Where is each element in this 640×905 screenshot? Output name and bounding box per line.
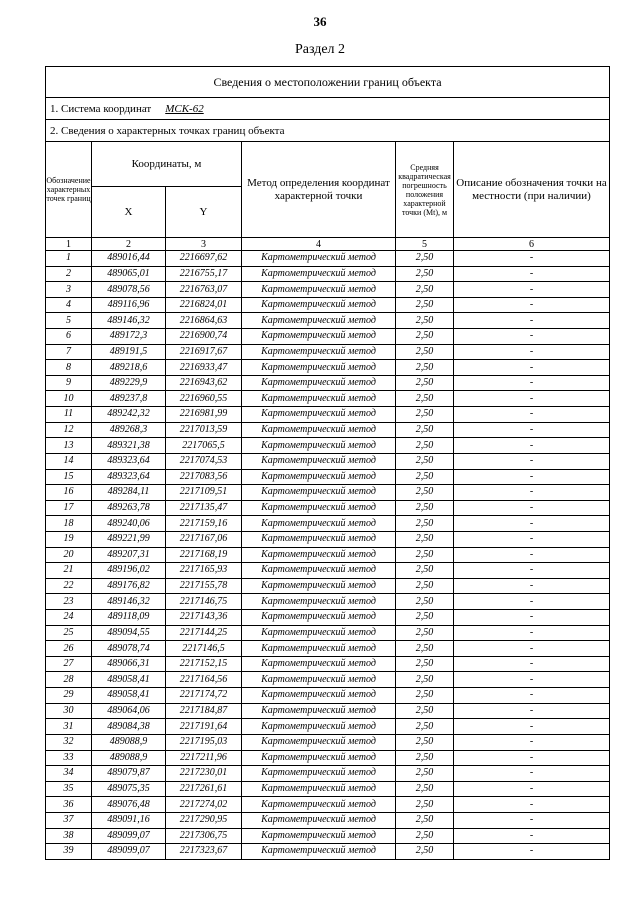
header-x: X: [92, 187, 166, 238]
description-cell: -: [454, 812, 610, 828]
point-number-cell: 35: [46, 781, 92, 797]
table-row: [46, 297, 610, 313]
coord-y-cell: 2216864,63: [166, 313, 242, 329]
coord-x-cell: 489058,41: [92, 688, 166, 704]
table-row: [46, 407, 610, 423]
table-row: [46, 531, 610, 547]
point-number-cell: 34: [46, 766, 92, 782]
coord-x-cell: 489284,11: [92, 485, 166, 501]
accuracy-cell: 2,50: [396, 251, 454, 267]
table-row: [46, 672, 610, 688]
point-number-cell: 14: [46, 453, 92, 469]
coord-y-cell: 2217144,25: [166, 625, 242, 641]
coord-y-cell: 2217274,02: [166, 797, 242, 813]
description-cell: -: [454, 734, 610, 750]
method-cell: Картометрический метод: [242, 625, 396, 641]
table-row: [46, 344, 610, 360]
coord-x-cell: 489075,35: [92, 781, 166, 797]
coord-x-cell: 489242,32: [92, 407, 166, 423]
method-cell: Картометрический метод: [242, 734, 396, 750]
coord-x-cell: 489088,9: [92, 750, 166, 766]
table-banner: Сведения о местоположении границ объекта: [46, 67, 610, 98]
method-cell: Картометрический метод: [242, 594, 396, 610]
coord-y-cell: 2217065,5: [166, 438, 242, 454]
method-cell: Картометрический метод: [242, 375, 396, 391]
column-number: 3: [166, 238, 242, 251]
method-cell: Картометрический метод: [242, 610, 396, 626]
coord-x-cell: 489091,16: [92, 812, 166, 828]
point-number-cell: 36: [46, 797, 92, 813]
coord-y-cell: 2216697,62: [166, 251, 242, 267]
coord-system-value: МСК-62: [165, 102, 204, 115]
accuracy-cell: 2,50: [396, 297, 454, 313]
accuracy-cell: 2,50: [396, 531, 454, 547]
description-cell: -: [454, 610, 610, 626]
coord-x-cell: 489146,32: [92, 313, 166, 329]
accuracy-cell: 2,50: [396, 266, 454, 282]
column-numbers-row: [46, 238, 610, 251]
method-cell: Картометрический метод: [242, 578, 396, 594]
table-row: [46, 313, 610, 329]
method-cell: Картометрический метод: [242, 282, 396, 298]
point-number-cell: 9: [46, 375, 92, 391]
accuracy-cell: 2,50: [396, 750, 454, 766]
accuracy-cell: 2,50: [396, 719, 454, 735]
coord-x-cell: 489084,38: [92, 719, 166, 735]
coord-y-cell: 2217184,87: [166, 703, 242, 719]
coord-x-cell: 489196,02: [92, 563, 166, 579]
table-row: [46, 266, 610, 282]
point-number-cell: 29: [46, 688, 92, 704]
point-number-cell: 3: [46, 282, 92, 298]
method-cell: Картометрический метод: [242, 781, 396, 797]
method-cell: Картометрический метод: [242, 360, 396, 376]
coord-y-cell: 2216917,67: [166, 344, 242, 360]
description-cell: -: [454, 391, 610, 407]
table-row: [46, 500, 610, 516]
method-cell: Картометрический метод: [242, 844, 396, 860]
coord-y-cell: 2217146,5: [166, 641, 242, 657]
coord-x-cell: 489066,31: [92, 656, 166, 672]
description-cell: -: [454, 719, 610, 735]
description-cell: -: [454, 797, 610, 813]
accuracy-cell: 2,50: [396, 547, 454, 563]
coord-x-cell: 489094,55: [92, 625, 166, 641]
header-coords: Координаты, м: [92, 142, 242, 187]
table-row: [46, 422, 610, 438]
description-cell: -: [454, 703, 610, 719]
method-cell: Картометрический метод: [242, 453, 396, 469]
point-number-cell: 28: [46, 672, 92, 688]
point-number-cell: 32: [46, 734, 92, 750]
coord-y-cell: 2217323,67: [166, 844, 242, 860]
description-cell: -: [454, 828, 610, 844]
coord-y-cell: 2217195,03: [166, 734, 242, 750]
column-number: 5: [396, 238, 454, 251]
description-cell: -: [454, 688, 610, 704]
description-cell: -: [454, 422, 610, 438]
accuracy-cell: 2,50: [396, 610, 454, 626]
table-row: [46, 812, 610, 828]
point-number-cell: 22: [46, 578, 92, 594]
point-number-cell: 15: [46, 469, 92, 485]
coord-y-cell: 2217165,93: [166, 563, 242, 579]
coord-x-cell: 489323,64: [92, 469, 166, 485]
accuracy-cell: 2,50: [396, 781, 454, 797]
coord-system-row: [46, 98, 610, 120]
description-cell: -: [454, 516, 610, 532]
method-cell: Картометрический метод: [242, 672, 396, 688]
header-y: Y: [166, 187, 242, 238]
accuracy-cell: 2,50: [396, 282, 454, 298]
coord-y-cell: 2217167,06: [166, 531, 242, 547]
method-cell: Картометрический метод: [242, 469, 396, 485]
accuracy-cell: 2,50: [396, 469, 454, 485]
coord-y-cell: 2216824,01: [166, 297, 242, 313]
point-number-cell: 17: [46, 500, 92, 516]
table-row: [46, 719, 610, 735]
description-cell: -: [454, 266, 610, 282]
table-row: [46, 251, 610, 267]
table-row: [46, 360, 610, 376]
accuracy-cell: 2,50: [396, 438, 454, 454]
point-number-cell: 19: [46, 531, 92, 547]
table-row: [46, 391, 610, 407]
description-cell: -: [454, 563, 610, 579]
coord-x-cell: 489064,06: [92, 703, 166, 719]
accuracy-cell: 2,50: [396, 391, 454, 407]
coord-y-cell: 2217211,96: [166, 750, 242, 766]
coord-y-cell: 2217168,19: [166, 547, 242, 563]
coord-x-cell: 489263,78: [92, 500, 166, 516]
point-number-cell: 13: [46, 438, 92, 454]
coord-x-cell: 489116,96: [92, 297, 166, 313]
coord-y-cell: 2216933,47: [166, 360, 242, 376]
accuracy-cell: 2,50: [396, 656, 454, 672]
coord-y-cell: 2217230,01: [166, 766, 242, 782]
table-row: [46, 469, 610, 485]
description-cell: -: [454, 625, 610, 641]
method-cell: Картометрический метод: [242, 641, 396, 657]
coord-x-cell: 489237,8: [92, 391, 166, 407]
description-cell: -: [454, 329, 610, 345]
accuracy-cell: 2,50: [396, 329, 454, 345]
point-number-cell: 20: [46, 547, 92, 563]
coord-y-cell: 2217013,59: [166, 422, 242, 438]
table-row: [46, 547, 610, 563]
coord-x-cell: 489323,64: [92, 453, 166, 469]
table-row: [46, 329, 610, 345]
point-number-cell: 37: [46, 812, 92, 828]
accuracy-cell: 2,50: [396, 360, 454, 376]
coord-x-cell: 489176,82: [92, 578, 166, 594]
method-cell: Картометрический метод: [242, 750, 396, 766]
point-number-cell: 12: [46, 422, 92, 438]
coord-x-cell: 489218,6: [92, 360, 166, 376]
coord-x-cell: 489240,06: [92, 516, 166, 532]
coord-y-cell: 2217191,64: [166, 719, 242, 735]
coord-y-cell: 2217159,16: [166, 516, 242, 532]
accuracy-cell: 2,50: [396, 563, 454, 579]
accuracy-cell: 2,50: [396, 766, 454, 782]
point-number-cell: 4: [46, 297, 92, 313]
coord-y-cell: 2217146,75: [166, 594, 242, 610]
method-cell: Картометрический метод: [242, 313, 396, 329]
table-row: [46, 781, 610, 797]
table-row: [46, 688, 610, 704]
method-cell: Картометрический метод: [242, 500, 396, 516]
table-row: [46, 750, 610, 766]
accuracy-cell: 2,50: [396, 313, 454, 329]
table-row: [46, 828, 610, 844]
coord-system-label: 1. Система координат: [50, 102, 152, 115]
points-heading: 2. Сведения о характерных точках границ объекта: [46, 120, 610, 142]
coord-y-cell: 2216943,62: [166, 375, 242, 391]
accuracy-cell: 2,50: [396, 485, 454, 501]
accuracy-cell: 2,50: [396, 422, 454, 438]
point-number-cell: 25: [46, 625, 92, 641]
description-cell: -: [454, 656, 610, 672]
coord-y-cell: 2216763,07: [166, 282, 242, 298]
point-number-cell: 8: [46, 360, 92, 376]
header-point: Обозначение характерных точек границ: [46, 142, 92, 238]
table-row: [46, 610, 610, 626]
point-number-cell: 18: [46, 516, 92, 532]
method-cell: Картометрический метод: [242, 329, 396, 345]
method-cell: Картометрический метод: [242, 766, 396, 782]
accuracy-cell: 2,50: [396, 812, 454, 828]
point-number-cell: 7: [46, 344, 92, 360]
method-cell: Картометрический метод: [242, 297, 396, 313]
point-number-cell: 24: [46, 610, 92, 626]
method-cell: Картометрический метод: [242, 422, 396, 438]
coord-y-cell: 2217155,78: [166, 578, 242, 594]
table-row: [46, 594, 610, 610]
accuracy-cell: 2,50: [396, 688, 454, 704]
coord-x-cell: 489207,31: [92, 547, 166, 563]
coord-x-cell: 489058,41: [92, 672, 166, 688]
accuracy-cell: 2,50: [396, 844, 454, 860]
table-row: [46, 516, 610, 532]
description-cell: -: [454, 578, 610, 594]
description-cell: -: [454, 360, 610, 376]
description-cell: -: [454, 641, 610, 657]
method-cell: Картометрический метод: [242, 688, 396, 704]
coord-x-cell: 489221,99: [92, 531, 166, 547]
coord-x-cell: 489079,87: [92, 766, 166, 782]
point-number-cell: 30: [46, 703, 92, 719]
coord-y-cell: 2217074,53: [166, 453, 242, 469]
boundary-points-table: [45, 66, 610, 860]
coord-x-cell: 489146,32: [92, 594, 166, 610]
description-cell: -: [454, 438, 610, 454]
column-number: 1: [46, 238, 92, 251]
coord-y-cell: 2216960,55: [166, 391, 242, 407]
coord-x-cell: 489016,44: [92, 251, 166, 267]
point-number-cell: 21: [46, 563, 92, 579]
description-cell: -: [454, 766, 610, 782]
point-number-cell: 33: [46, 750, 92, 766]
point-number-cell: 11: [46, 407, 92, 423]
column-number: 6: [454, 238, 610, 251]
page-number: 36: [313, 14, 327, 29]
coord-x-cell: 489099,07: [92, 828, 166, 844]
description-cell: -: [454, 344, 610, 360]
accuracy-cell: 2,50: [396, 625, 454, 641]
description-cell: -: [454, 469, 610, 485]
description-cell: -: [454, 313, 610, 329]
description-cell: -: [454, 453, 610, 469]
method-cell: Картометрический метод: [242, 719, 396, 735]
table-row: [46, 375, 610, 391]
method-cell: Картометрический метод: [242, 547, 396, 563]
table-row: [46, 438, 610, 454]
coord-x-cell: 489099,07: [92, 844, 166, 860]
coord-x-cell: 489078,74: [92, 641, 166, 657]
table-row: [46, 734, 610, 750]
table-row: [46, 844, 610, 860]
header-description: Описание обозначения точки на местности (при наличии): [454, 142, 610, 238]
header-accuracy: Средняя квадратическая погрешность положения характерной точки (Mt), м: [396, 142, 454, 238]
coord-y-cell: 2216755,17: [166, 266, 242, 282]
method-cell: Картометрический метод: [242, 516, 396, 532]
description-cell: -: [454, 547, 610, 563]
description-cell: -: [454, 407, 610, 423]
table-row: [46, 282, 610, 298]
table-row: [46, 766, 610, 782]
method-cell: Картометрический метод: [242, 407, 396, 423]
table-row: [46, 703, 610, 719]
coord-y-cell: 2217109,51: [166, 485, 242, 501]
point-number-cell: 38: [46, 828, 92, 844]
point-number-cell: 10: [46, 391, 92, 407]
method-cell: Картометрический метод: [242, 656, 396, 672]
table-row: [46, 656, 610, 672]
accuracy-cell: 2,50: [396, 453, 454, 469]
description-cell: -: [454, 531, 610, 547]
table-row: [46, 578, 610, 594]
point-number-cell: 27: [46, 656, 92, 672]
column-number: 2: [92, 238, 166, 251]
accuracy-cell: 2,50: [396, 703, 454, 719]
coord-y-cell: 2217290,95: [166, 812, 242, 828]
accuracy-cell: 2,50: [396, 641, 454, 657]
coord-y-cell: 2217164,56: [166, 672, 242, 688]
description-cell: -: [454, 844, 610, 860]
table-row: [46, 797, 610, 813]
section-title: Раздел 2: [294, 42, 346, 57]
description-cell: -: [454, 282, 610, 298]
coord-x-cell: 489229,9: [92, 375, 166, 391]
coord-x-cell: 489172,3: [92, 329, 166, 345]
method-cell: Картометрический метод: [242, 797, 396, 813]
method-cell: Картометрический метод: [242, 391, 396, 407]
description-cell: -: [454, 251, 610, 267]
point-number-cell: 26: [46, 641, 92, 657]
coord-y-cell: 2217152,15: [166, 656, 242, 672]
method-cell: Картометрический метод: [242, 563, 396, 579]
accuracy-cell: 2,50: [396, 828, 454, 844]
accuracy-cell: 2,50: [396, 407, 454, 423]
method-cell: Картометрический метод: [242, 438, 396, 454]
coord-y-cell: 2217261,61: [166, 781, 242, 797]
point-number-cell: 2: [46, 266, 92, 282]
coord-y-cell: 2216981,99: [166, 407, 242, 423]
coord-x-cell: 489078,56: [92, 282, 166, 298]
table-row: [46, 641, 610, 657]
column-number: 4: [242, 238, 396, 251]
method-cell: Картометрический метод: [242, 485, 396, 501]
coord-x-cell: 489268,3: [92, 422, 166, 438]
method-cell: Картометрический метод: [242, 251, 396, 267]
header-method: Метод определения координат характерной точки: [242, 142, 396, 238]
table-row: [46, 563, 610, 579]
point-number-cell: 31: [46, 719, 92, 735]
coord-y-cell: 2217143,36: [166, 610, 242, 626]
point-number-cell: 23: [46, 594, 92, 610]
accuracy-cell: 2,50: [396, 672, 454, 688]
method-cell: Картометрический метод: [242, 812, 396, 828]
table-row: [46, 453, 610, 469]
coord-y-cell: 2217083,56: [166, 469, 242, 485]
accuracy-cell: 2,50: [396, 594, 454, 610]
accuracy-cell: 2,50: [396, 500, 454, 516]
coord-x-cell: 489076,48: [92, 797, 166, 813]
point-number-cell: 5: [46, 313, 92, 329]
description-cell: -: [454, 594, 610, 610]
table-row: [46, 485, 610, 501]
accuracy-cell: 2,50: [396, 734, 454, 750]
coord-y-cell: 2217174,72: [166, 688, 242, 704]
coord-x-cell: 489191,5: [92, 344, 166, 360]
accuracy-cell: 2,50: [396, 344, 454, 360]
point-number-cell: 6: [46, 329, 92, 345]
description-cell: -: [454, 500, 610, 516]
description-cell: -: [454, 750, 610, 766]
coord-x-cell: 489321,38: [92, 438, 166, 454]
coord-y-cell: 2217135,47: [166, 500, 242, 516]
coord-y-cell: 2216900,74: [166, 329, 242, 345]
method-cell: Картометрический метод: [242, 828, 396, 844]
accuracy-cell: 2,50: [396, 797, 454, 813]
method-cell: Картометрический метод: [242, 266, 396, 282]
coord-x-cell: 489065,01: [92, 266, 166, 282]
accuracy-cell: 2,50: [396, 375, 454, 391]
point-number-cell: 39: [46, 844, 92, 860]
coord-x-cell: 489118,09: [92, 610, 166, 626]
coord-x-cell: 489088,9: [92, 734, 166, 750]
description-cell: -: [454, 297, 610, 313]
description-cell: -: [454, 781, 610, 797]
method-cell: Картометрический метод: [242, 703, 396, 719]
accuracy-cell: 2,50: [396, 516, 454, 532]
table-row: [46, 625, 610, 641]
accuracy-cell: 2,50: [396, 578, 454, 594]
point-number-cell: 1: [46, 251, 92, 267]
description-cell: -: [454, 672, 610, 688]
method-cell: Картометрический метод: [242, 531, 396, 547]
description-cell: -: [454, 485, 610, 501]
coord-y-cell: 2217306,75: [166, 828, 242, 844]
method-cell: Картометрический метод: [242, 344, 396, 360]
point-number-cell: 16: [46, 485, 92, 501]
description-cell: -: [454, 375, 610, 391]
